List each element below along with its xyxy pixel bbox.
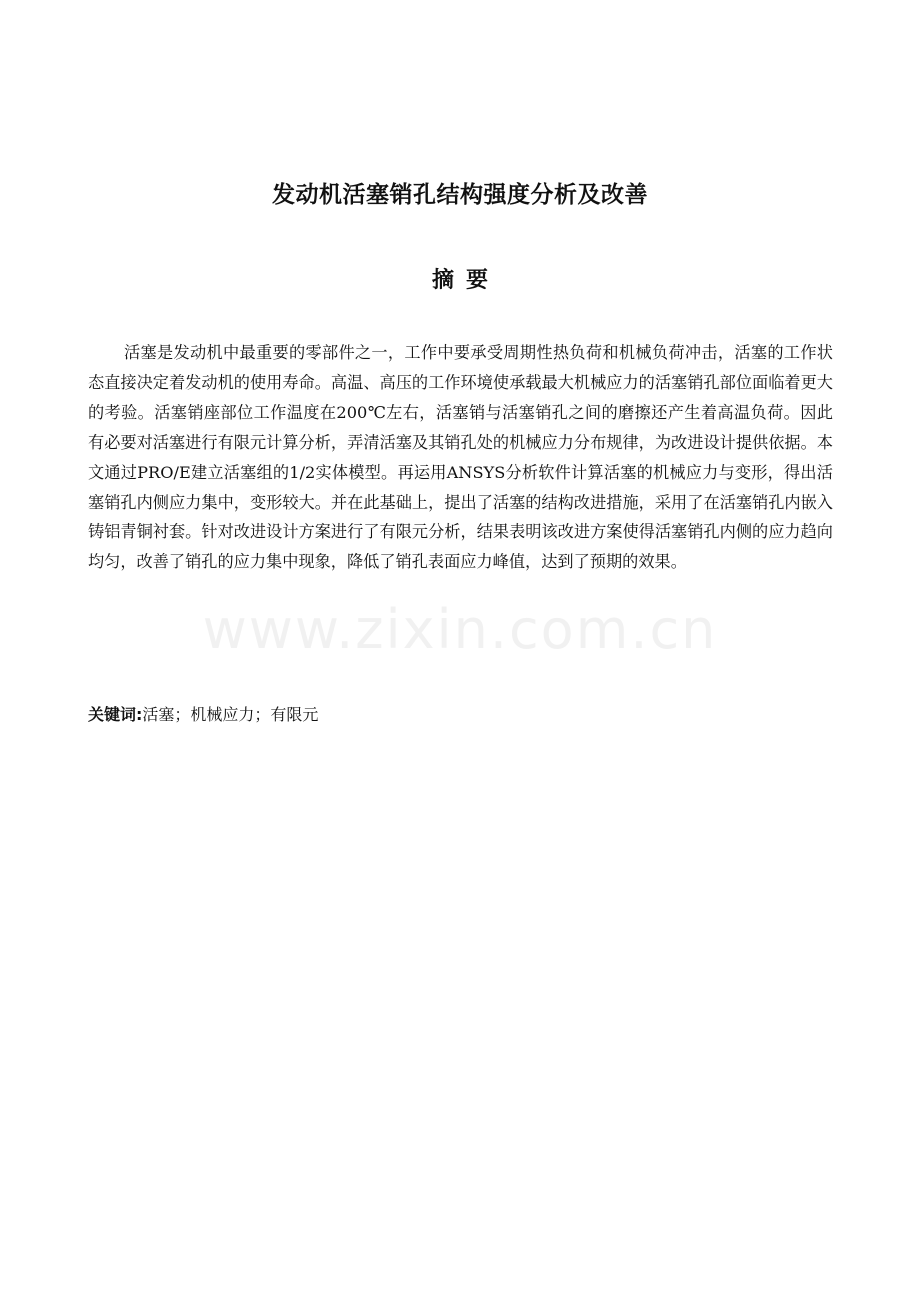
abstract-heading: 摘要	[431, 268, 500, 293]
abstract-text: 活塞是发动机中最重要的零部件之一，工作中要承受周期性热负荷和机械负荷冲击，活塞的工作状态直接决定着发动机的使用寿命。高温、高压的工作环境使承载最大机械应力的活塞销孔部位面临着更大的考验。活塞销座部位工作温度在200℃左右，活塞销与活塞销孔之间的磨擦还产生着高温负荷。因此有必要对活塞进行有限元计算分析，弄清活塞及其销孔处的机械应力分布规律，为改进设计提供依据。本文通过PRO/E建立活塞组的1/2实体模型。再运用ANSYS分析软件计算活塞的机械应力与变形，得出活塞销孔内侧应力集中，变形较大。并在此基础上，提出了活塞的结构改进措施，采用了在活塞销孔内嵌入铸铝青铜衬套。针对改进设计方案进行了有限元分析，结果表明该改进方案使得活塞销孔内侧的应力趋向均匀，改善了销孔的应力集中现象，降低了销孔表面应力峰值，达到了预期的效果。	[88, 343, 833, 572]
keywords-value: 活塞；机械应力；有限元	[142, 705, 319, 724]
keywords-label: 关键词:	[88, 705, 143, 724]
watermark: www.zixin.com.cn	[202, 598, 718, 661]
keywords-line	[88, 702, 833, 728]
paper-title: 发动机活塞销孔结构强度分析及改善	[272, 182, 648, 208]
